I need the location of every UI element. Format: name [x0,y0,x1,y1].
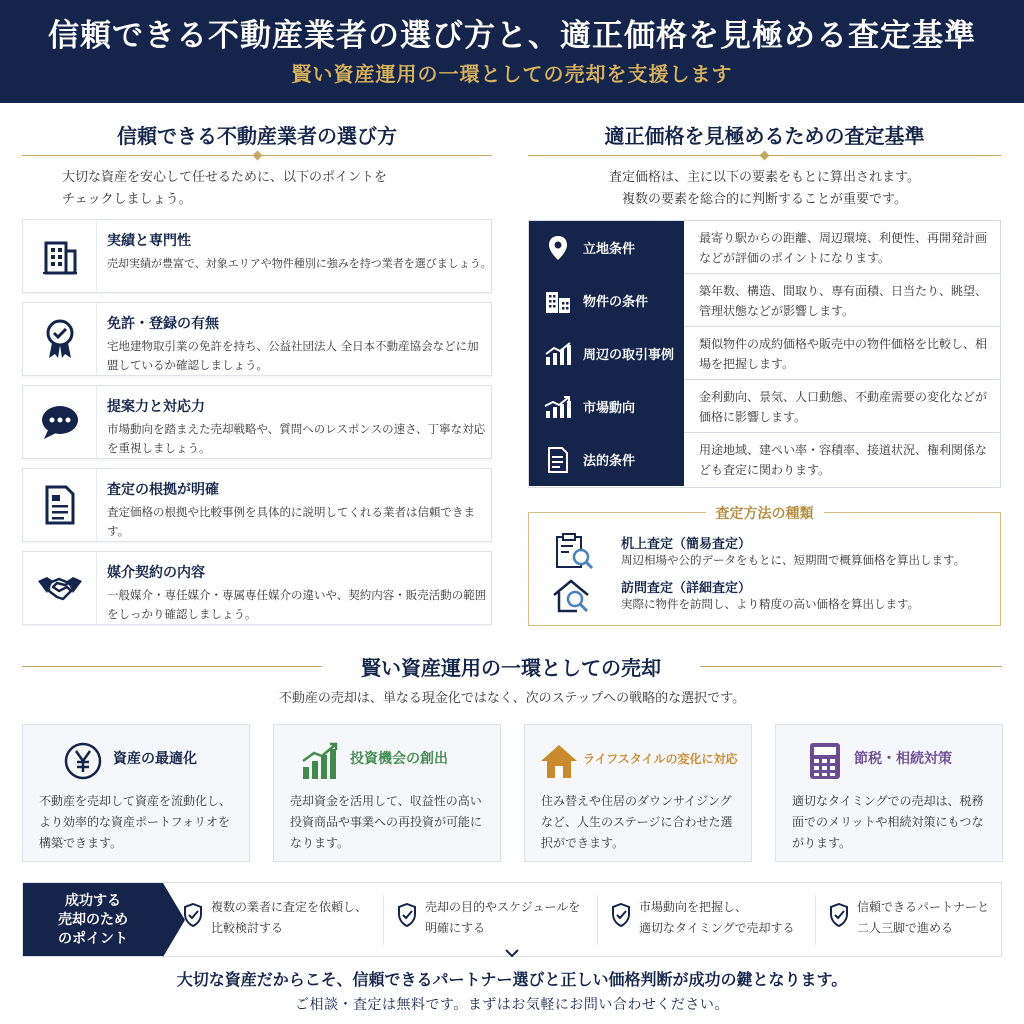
criteria-label-text: 市場動向 [583,401,636,416]
right-divider-diamond [760,151,770,161]
footer-cta: ご相談・査定は無料です。まずはお気軽にお問い合わせください。 [295,997,729,1013]
criteria-desc: 金利動向、景気、人口動態、不動産需要の変化などが価格に影響します。 [699,390,988,424]
benefit-desc: 適切なタイミングでの売却は、税務面でのメリットや相続対策にもつながります。 [792,794,984,850]
criteria-label-text: 周辺の取引事例 [583,348,675,363]
success-point-text [425,897,580,939]
success-point-line1: 信頼できるパートナーと [857,900,990,914]
benefit-desc: 不動産を売却して資産を流動化し、より効率的な資産ポートフォリオを構築できます。 [39,794,232,850]
appraisal-criteria-table [528,220,1001,488]
success-point-text [857,897,989,939]
shield-check-icon [397,903,417,931]
benefit-title: 投資機会の創出 [350,751,448,767]
success-point-line1: 売却の目的やスケジュールを [425,900,581,914]
success-points-tag [23,883,163,956]
benefit-desc: 売却資金を活用して、収益性の高い投資商品や事業への再投資が可能になります。 [290,794,483,850]
criteria-label-text: 物件の条件 [583,295,649,310]
buildings-icon [543,288,573,314]
left-item-title: 免許・登録の有無 [107,316,219,332]
criteria-row [529,380,1000,433]
left-item-appraisal-basis [22,468,492,542]
left-item-desc: 市場動向を踏まえた売却戦略や、質問へのレスポンスの速さ、丁寧な対応を重視しましょう。 [107,422,486,455]
success-point-text [639,897,795,939]
criteria-label [529,221,684,274]
bottom-divider-right [700,666,1002,667]
shield-check-icon [611,903,631,931]
success-points-tag-line2: 売却のため [58,912,128,928]
benefit-card-asset-optimization [22,724,250,862]
left-intro [62,167,482,211]
criteria-desc: 類似物件の成約価格や販売中の物件価格を比較し、相場を把握します。 [699,337,988,371]
left-item-desc: 査定価格の根拠や比較事例を具体的に説明してくれる業者は信頼できます。 [107,505,475,538]
criteria-label [529,327,684,380]
header-banner [0,0,1024,103]
success-points-tag-line3: のポイント [58,931,128,947]
left-item-license [22,302,492,376]
success-point-line2: 適切なタイミングで売却する [639,921,795,935]
success-point-text [211,897,367,939]
point-separator [383,895,384,945]
left-item-title: 媒介契約の内容 [107,565,205,581]
location-pin-icon [543,235,573,261]
success-point-line1: 複数の業者に査定を依頼し、 [211,900,368,914]
criteria-label [529,433,684,486]
left-item-title: 実績と専門性 [107,233,191,249]
yen-circle-icon [63,741,103,785]
bottom-intro: 不動産の売却は、単なる現金化ではなく、次のステップへの戦略的な選択です。 [278,691,746,706]
criteria-label-text: 法的条件 [583,454,636,469]
appraisal-methods-title: 査定方法の種類 [706,506,824,522]
criteria-label [529,380,684,433]
appraisal-methods-box [528,506,1001,626]
criteria-desc: 築年数、構造、間取り、専有面積、日当たり、眺望、管理状態などが影響します。 [699,284,988,318]
point-separator [815,895,816,945]
benefit-title: 資産の最適化 [113,751,197,767]
shield-check-icon [183,903,203,931]
criteria-row [529,433,1000,486]
success-points-arrow [163,883,185,957]
success-point-line2: 二人三脚で進める [857,921,954,935]
criteria-label-text: 立地条件 [583,242,636,257]
left-item-desc: 売却実績が豊富で、対象エリアや物件種別に強みを持つ業者を選びましょう。 [107,257,492,270]
building-icon [23,220,97,292]
page-subtitle: 賢い資産運用の一環としての売却を支援します [291,62,733,86]
left-item-proposal [22,385,492,459]
bottom-divider-left [22,666,322,667]
handshake-icon [23,552,97,624]
criteria-row [529,274,1000,327]
page-title: 信頼できる不動産業者の選び方と、適正価格を見極める査定基準 [48,18,976,54]
left-item-title: 査定の根拠が明確 [107,482,219,498]
criteria-desc: 用途地域、建ぺい率・容積率、接道状況、権利関係なども査定に関わります。 [699,443,988,477]
calculator-icon [808,741,842,785]
bottom-section-title: 賢い資産運用の一環としての売却 [361,656,661,680]
right-section-title: 適正価格を見極めるための査定基準 [604,124,925,148]
document-icon [23,469,97,541]
method-title: 訪問査定（詳細査定） [621,581,752,596]
method-desc: 実際に物件を訪問し、より精度の高い価格を算出します。 [621,597,920,611]
legal-document-icon [543,447,573,473]
growth-chart-icon [300,741,340,785]
left-divider-diamond [253,151,263,161]
success-point-line1: 市場動向を把握し、 [639,900,748,914]
house-search-icon [551,577,595,619]
criteria-row [529,221,1000,274]
benefit-card-investment [273,724,501,862]
criteria-desc: 最寄り駅からの距離、周辺環境、利便性、再開発計画などが評価のポイントになります。 [699,231,988,265]
benefit-title: 節税・相続対策 [854,751,952,767]
left-item-desc: 一般媒介・専任媒介・専属専任媒介の違いや、契約内容・販売活動の範囲をしっかり確認しましょう。 [107,588,487,621]
criteria-label [529,274,684,327]
trend-chart-icon [543,395,573,419]
chat-bubble-icon [23,386,97,458]
point-separator [597,895,598,945]
success-points-tag-line1: 成功する [65,893,121,909]
right-intro-line2: 複数の要素を総合的に判断することが重要です。 [622,192,907,207]
method-title: 机上査定（簡易査定） [621,537,752,552]
right-intro [528,167,1001,211]
method-desc: 周辺相場や公的データをもとに、短期間で概算価格を算出します。 [621,553,966,567]
benefit-card-lifestyle [524,724,752,862]
right-intro-line1: 査定価格は、主に以下の要素をもとに算出されます。 [609,170,920,185]
left-item-desc: 宅地建物取引業の免許を持ち、公益社団法人 全日本不動産協会などに加盟しているか確認しましょう。 [107,339,479,372]
footer-message: 大切な資産だからこそ、信頼できるパートナー選びと正しい価格判断が成功の鍵となります。 [176,970,848,989]
benefit-desc: 住み替えや住居のダウンサイジングなど、人生のステージに合わせた選択ができます。 [541,794,733,850]
success-point-line2: 明確にする [425,921,486,935]
criteria-row [529,327,1000,380]
shield-check-icon [829,903,849,931]
clipboard-search-icon [551,533,595,575]
left-item-brokerage-contract [22,551,492,625]
left-item-track-record [22,219,492,293]
success-point-line2: 比較検討する [211,921,284,935]
benefit-card-tax [775,724,1003,862]
bar-chart-icon [543,342,573,366]
left-intro-line2: チェックしましょう。 [62,192,192,207]
left-item-title: 提案力と対応力 [107,399,205,415]
benefit-title: ライフスタイルの変化に対応 [583,752,738,766]
left-section-title: 信頼できる不動産業者の選び方 [117,124,397,148]
certificate-badge-icon [23,303,97,375]
chevron-down-icon [505,944,519,963]
left-intro-line1: 大切な資産を安心して任せるために、以下のポイントを [62,170,388,185]
house-icon [539,741,579,785]
